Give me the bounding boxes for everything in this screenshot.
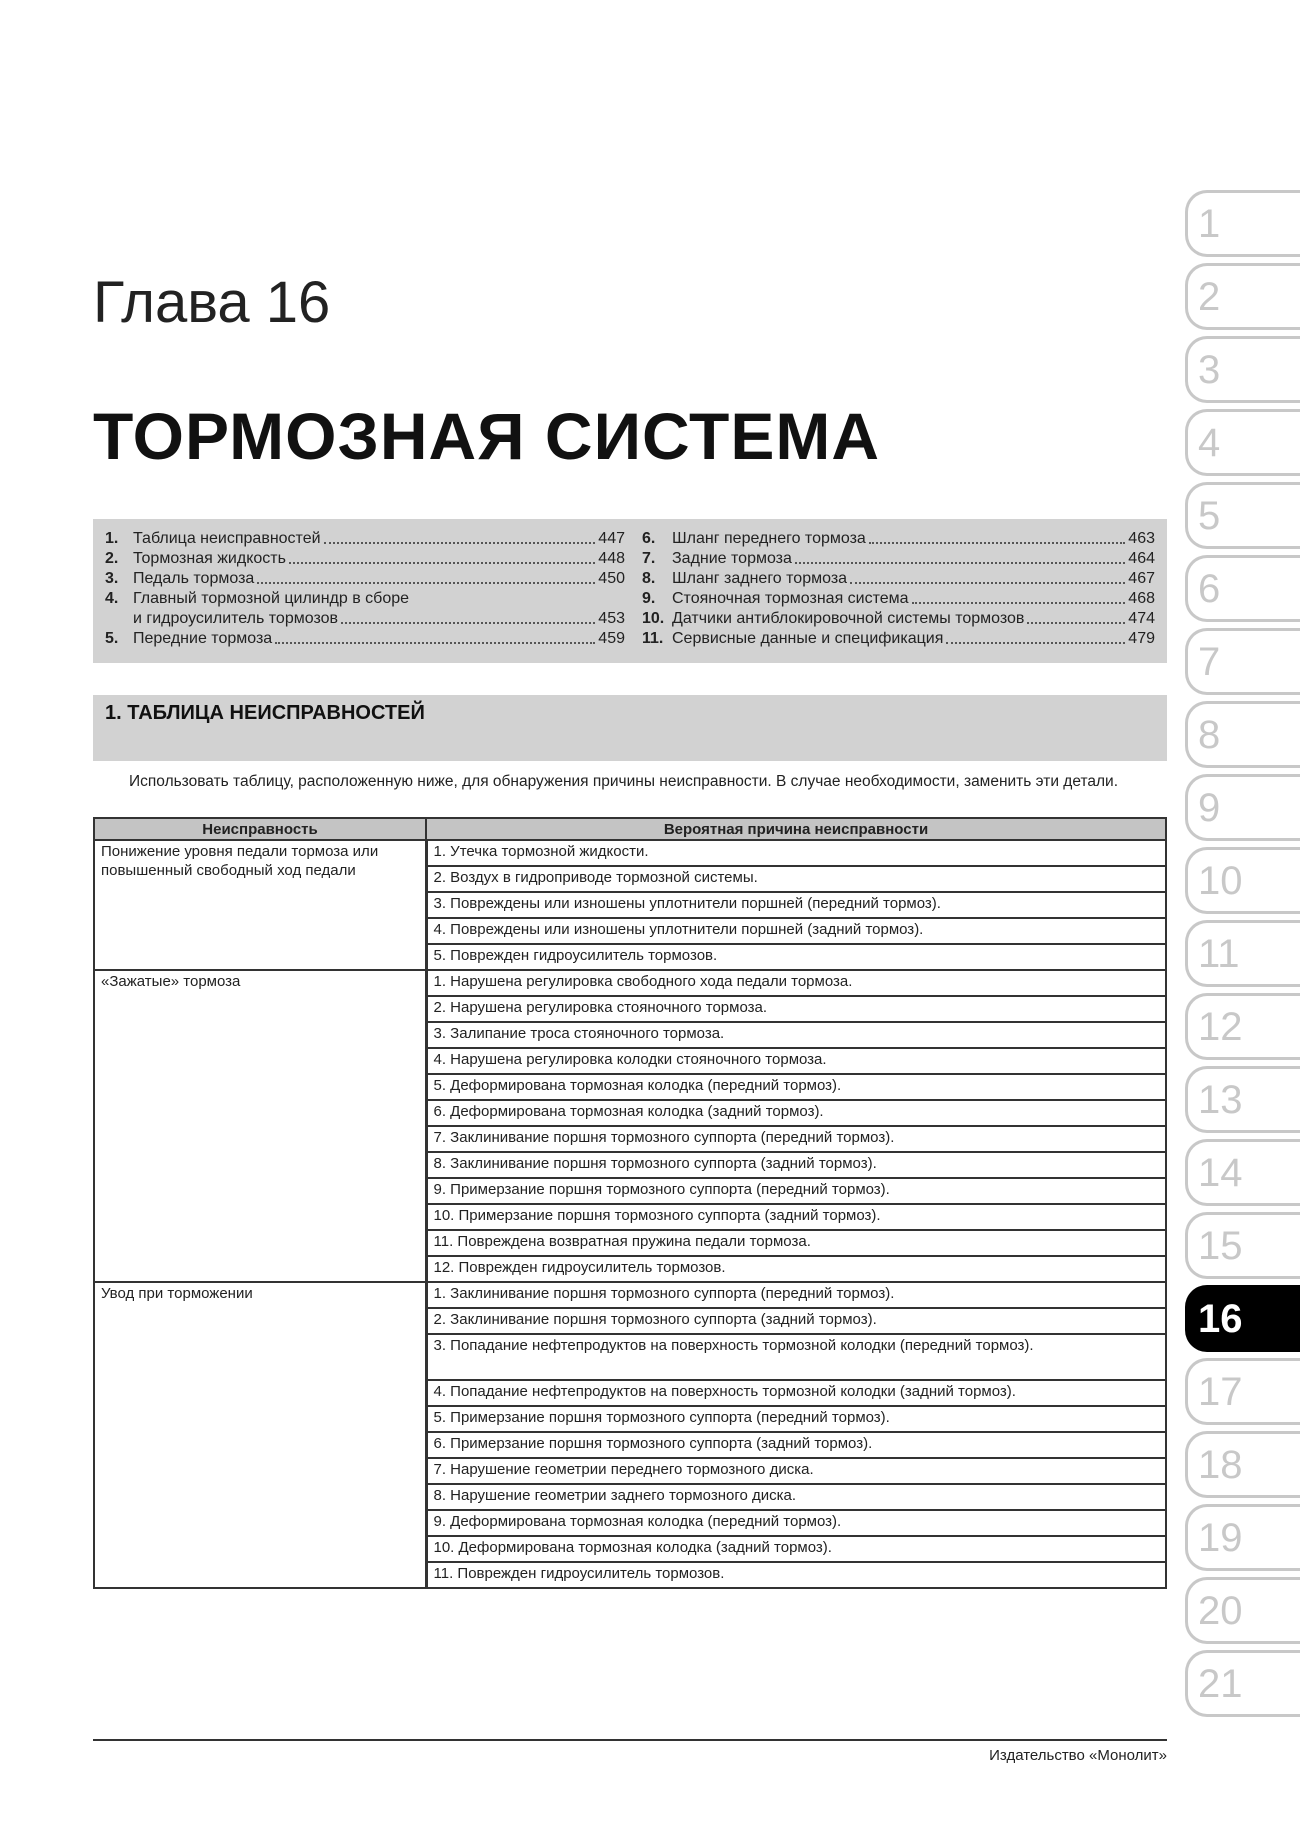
toc-item-title: Сервисные данные и спецификация [672, 630, 944, 647]
chapter-tab-label: 20 [1198, 1589, 1243, 1633]
toc-leader-dots [324, 542, 596, 544]
chapter-tab-label: 5 [1198, 494, 1221, 538]
cause-cell: 3. Попадание нефтепродуктов на поверхность тормозной колодки (передний тормоз). [426, 1334, 1166, 1380]
cause-cell: 1. Нарушена регулировка свободного хода педали тормоза. [426, 970, 1166, 996]
toc-leader-dots [257, 582, 595, 584]
cause-cell: 3. Залипание троса стояночного тормоза. [426, 1022, 1166, 1048]
chapter-tab-label: 2 [1198, 275, 1221, 319]
toc-leader-dots [289, 562, 595, 564]
toc-item[interactable] [642, 549, 1155, 569]
toc-item[interactable] [105, 529, 625, 549]
chapter-tab-16[interactable] [1185, 1285, 1300, 1352]
toc-item-title: Шланг переднего тормоза [672, 530, 866, 547]
cause-cell: 9. Примерзание поршня тормозного суппорта (передний тормоз). [426, 1178, 1166, 1204]
table-body [94, 840, 1166, 1588]
toc-item[interactable] [642, 569, 1155, 589]
cause-cell: 10. Деформирована тормозная колодка (задний тормоз). [426, 1536, 1166, 1562]
toc-item-title-continued: и гидроусилитель тормозов [133, 610, 338, 627]
cause-cell: 7. Заклинивание поршня тормозного суппорта (передний тормоз). [426, 1126, 1166, 1152]
cause-cell: 6. Примерзание поршня тормозного суппорта (задний тормоз). [426, 1432, 1166, 1458]
cause-cell: 3. Повреждены или изношены уплотнители поршней (передний тормоз). [426, 892, 1166, 918]
toc-leader-dots [869, 542, 1125, 544]
toc-leader-dots [275, 642, 595, 644]
toc-item-title: Шланг заднего тормоза [672, 570, 848, 587]
chapter-tab-9[interactable] [1185, 774, 1300, 841]
chapter-tab-8[interactable] [1185, 701, 1300, 768]
toc-leader-dots [1027, 622, 1125, 624]
cause-cell: 11. Поврежден гидроусилитель тормозов. [426, 1562, 1166, 1588]
toc-leader-dots [946, 642, 1125, 644]
chapter-tab-label: 15 [1198, 1224, 1243, 1268]
toc-column-right [642, 529, 1155, 649]
chapter-tab-12[interactable] [1185, 993, 1300, 1060]
header-fault: Неисправность [94, 818, 426, 840]
toc-item-number: 11. [642, 630, 664, 647]
chapter-tab-label: 13 [1198, 1078, 1243, 1122]
chapter-tab-label: 7 [1198, 640, 1221, 684]
toc-item-number: 5. [105, 630, 119, 647]
table-of-contents [93, 519, 1167, 663]
chapter-tab-14[interactable] [1185, 1139, 1300, 1206]
toc-item[interactable] [105, 549, 625, 569]
toc-item-page: 448 [598, 550, 625, 567]
section-header-bar [93, 695, 1167, 761]
toc-item-number: 2. [105, 550, 119, 567]
toc-leader-dots [850, 582, 1125, 584]
toc-item-number: 4. [105, 590, 119, 607]
cause-cell: 10. Примерзание поршня тормозного суппорта (задний тормоз). [426, 1204, 1166, 1230]
section-heading: 1. ТАБЛИЦА НЕИСПРАВНОСТЕЙ [105, 702, 425, 724]
chapter-tab-7[interactable] [1185, 628, 1300, 695]
toc-item-number: 8. [642, 570, 656, 587]
fault-cell: Увод при торможении [94, 1282, 426, 1588]
toc-item-number: 1. [105, 530, 119, 547]
toc-item-title: Датчики антиблокировочной системы тормозов [672, 610, 1025, 627]
toc-item-page: 450 [598, 570, 625, 587]
cause-cell: 9. Деформирована тормозная колодка (передний тормоз). [426, 1510, 1166, 1536]
toc-item-title: Тормозная жидкость [133, 550, 286, 567]
chapter-tab-label: 1 [1198, 202, 1221, 246]
intro-paragraph: Использовать таблицу, расположенную ниже, для обнаружения причины неисправности. В случае необходимости, заменить эти детали. [129, 773, 1118, 790]
toc-item-number: 6. [642, 530, 656, 547]
toc-column-left [105, 529, 625, 649]
chapter-tabs [1185, 190, 1300, 1723]
toc-item-number: 9. [642, 590, 656, 607]
chapter-tab-label: 19 [1198, 1516, 1243, 1560]
cause-cell: 11. Повреждена возвратная пружина педали тормоза. [426, 1230, 1166, 1256]
toc-item-page: 474 [1128, 610, 1155, 627]
chapter-tab-19[interactable] [1185, 1504, 1300, 1571]
toc-item-title: Задние тормоза [672, 550, 792, 567]
toc-item-page: 468 [1128, 590, 1155, 607]
chapter-tab-17[interactable] [1185, 1358, 1300, 1425]
toc-leader-dots [795, 562, 1125, 564]
toc-item-number: 7. [642, 550, 656, 567]
toc-item-number: 3. [105, 570, 119, 587]
footer-publisher: Издательство «Монолит» [989, 1747, 1167, 1764]
table-row [94, 1282, 1166, 1308]
table-row [94, 840, 1166, 866]
chapter-tab-label: 10 [1198, 859, 1243, 903]
chapter-tab-13[interactable] [1185, 1066, 1300, 1133]
chapter-tab-label: 8 [1198, 713, 1221, 757]
cause-cell: 12. Поврежден гидроусилитель тормозов. [426, 1256, 1166, 1282]
chapter-tab-label: 18 [1198, 1443, 1243, 1487]
cause-cell: 5. Деформирована тормозная колодка (передний тормоз). [426, 1074, 1166, 1100]
cause-cell: 5. Поврежден гидроусилитель тормозов. [426, 944, 1166, 970]
toc-leader-dots [341, 622, 595, 624]
toc-item-number: 10. [642, 610, 665, 627]
chapter-tab-label: 21 [1198, 1662, 1243, 1706]
cause-cell: 6. Деформирована тормозная колодка (задний тормоз). [426, 1100, 1166, 1126]
chapter-tab-4[interactable] [1185, 409, 1300, 476]
footer-rule [93, 1739, 1167, 1741]
toc-item-page: 447 [598, 530, 625, 547]
fault-cell: Понижение уровня педали тормоза или повышенный свободный ход педали [94, 840, 426, 970]
cause-cell: 2. Заклинивание поршня тормозного суппорта (задний тормоз). [426, 1308, 1166, 1334]
toc-item-continued[interactable] [105, 609, 625, 629]
cause-cell: 1. Утечка тормозной жидкости. [426, 840, 1166, 866]
chapter-tab-5[interactable] [1185, 482, 1300, 549]
chapter-tab-2[interactable] [1185, 263, 1300, 330]
toc-item-page: 463 [1128, 530, 1155, 547]
table-header-row [94, 818, 1166, 840]
toc-item-page: 464 [1128, 550, 1155, 567]
chapter-tab-label: 11 [1198, 932, 1240, 976]
cause-cell: 8. Нарушение геометрии заднего тормозного диска. [426, 1484, 1166, 1510]
chapter-tab-label: 6 [1198, 567, 1221, 611]
toc-item[interactable] [642, 589, 1155, 609]
chapter-label: Глава 16 [93, 270, 331, 335]
toc-item-title: Таблица неисправностей [133, 530, 321, 547]
toc-item-title: Педаль тормоза [133, 570, 255, 587]
toc-item-page: 453 [598, 610, 625, 627]
toc-leader-dots [912, 602, 1126, 604]
chapter-title: ТОРМОЗНАЯ СИСТЕМА [93, 399, 881, 473]
toc-item[interactable] [642, 629, 1155, 649]
cause-cell: 4. Повреждены или изношены уплотнители поршней (задний тормоз). [426, 918, 1166, 944]
header-cause: Вероятная причина неисправности [426, 818, 1166, 840]
chapter-tab-label: 14 [1198, 1151, 1243, 1195]
chapter-tab-21[interactable] [1185, 1650, 1300, 1717]
toc-item-page: 467 [1128, 570, 1155, 587]
cause-cell: 8. Заклинивание поршня тормозного суппорта (задний тормоз). [426, 1152, 1166, 1178]
toc-item-page: 479 [1128, 630, 1155, 647]
cause-cell: 2. Нарушена регулировка стояночного тормоза. [426, 996, 1166, 1022]
cause-cell: 7. Нарушение геометрии переднего тормозного диска. [426, 1458, 1166, 1484]
toc-item-title: Передние тормоза [133, 630, 273, 647]
cause-cell: 4. Нарушена регулировка колодки стояночного тормоза. [426, 1048, 1166, 1074]
fault-table [93, 817, 1167, 1589]
chapter-tab-18[interactable] [1185, 1431, 1300, 1498]
toc-item-title: Главный тормозной цилиндр в сборе [133, 590, 410, 607]
toc-item[interactable] [105, 629, 625, 649]
toc-item[interactable] [642, 529, 1155, 549]
toc-item[interactable] [642, 609, 1155, 629]
chapter-tab-15[interactable] [1185, 1212, 1300, 1279]
toc-item[interactable] [105, 569, 625, 589]
cause-cell: 4. Попадание нефтепродуктов на поверхность тормозной колодки (задний тормоз). [426, 1380, 1166, 1406]
chapter-tab-3[interactable] [1185, 336, 1300, 403]
toc-item-title: Стояночная тормозная система [672, 590, 909, 607]
table-row [94, 970, 1166, 996]
chapter-tab-label: 4 [1198, 421, 1221, 465]
chapter-tab-6[interactable] [1185, 555, 1300, 622]
chapter-tab-20[interactable] [1185, 1577, 1300, 1644]
cause-cell: 2. Воздух в гидроприводе тормозной системы. [426, 866, 1166, 892]
chapter-tab-1[interactable] [1185, 190, 1300, 257]
chapter-tab-11[interactable] [1185, 920, 1300, 987]
toc-item[interactable] [105, 589, 625, 609]
chapter-tab-label: 12 [1198, 1005, 1243, 1049]
chapter-tab-label: 17 [1198, 1370, 1243, 1414]
toc-item-page: 459 [598, 630, 625, 647]
cause-cell: 5. Примерзание поршня тормозного суппорта (передний тормоз). [426, 1406, 1166, 1432]
chapter-tab-label: 9 [1198, 786, 1221, 830]
fault-cell: «Зажатые» тормоза [94, 970, 426, 1282]
cause-cell: 1. Заклинивание поршня тормозного суппорта (передний тормоз). [426, 1282, 1166, 1308]
chapter-tab-10[interactable] [1185, 847, 1300, 914]
chapter-tab-label: 16 [1198, 1297, 1243, 1341]
chapter-tab-label: 3 [1198, 348, 1221, 392]
